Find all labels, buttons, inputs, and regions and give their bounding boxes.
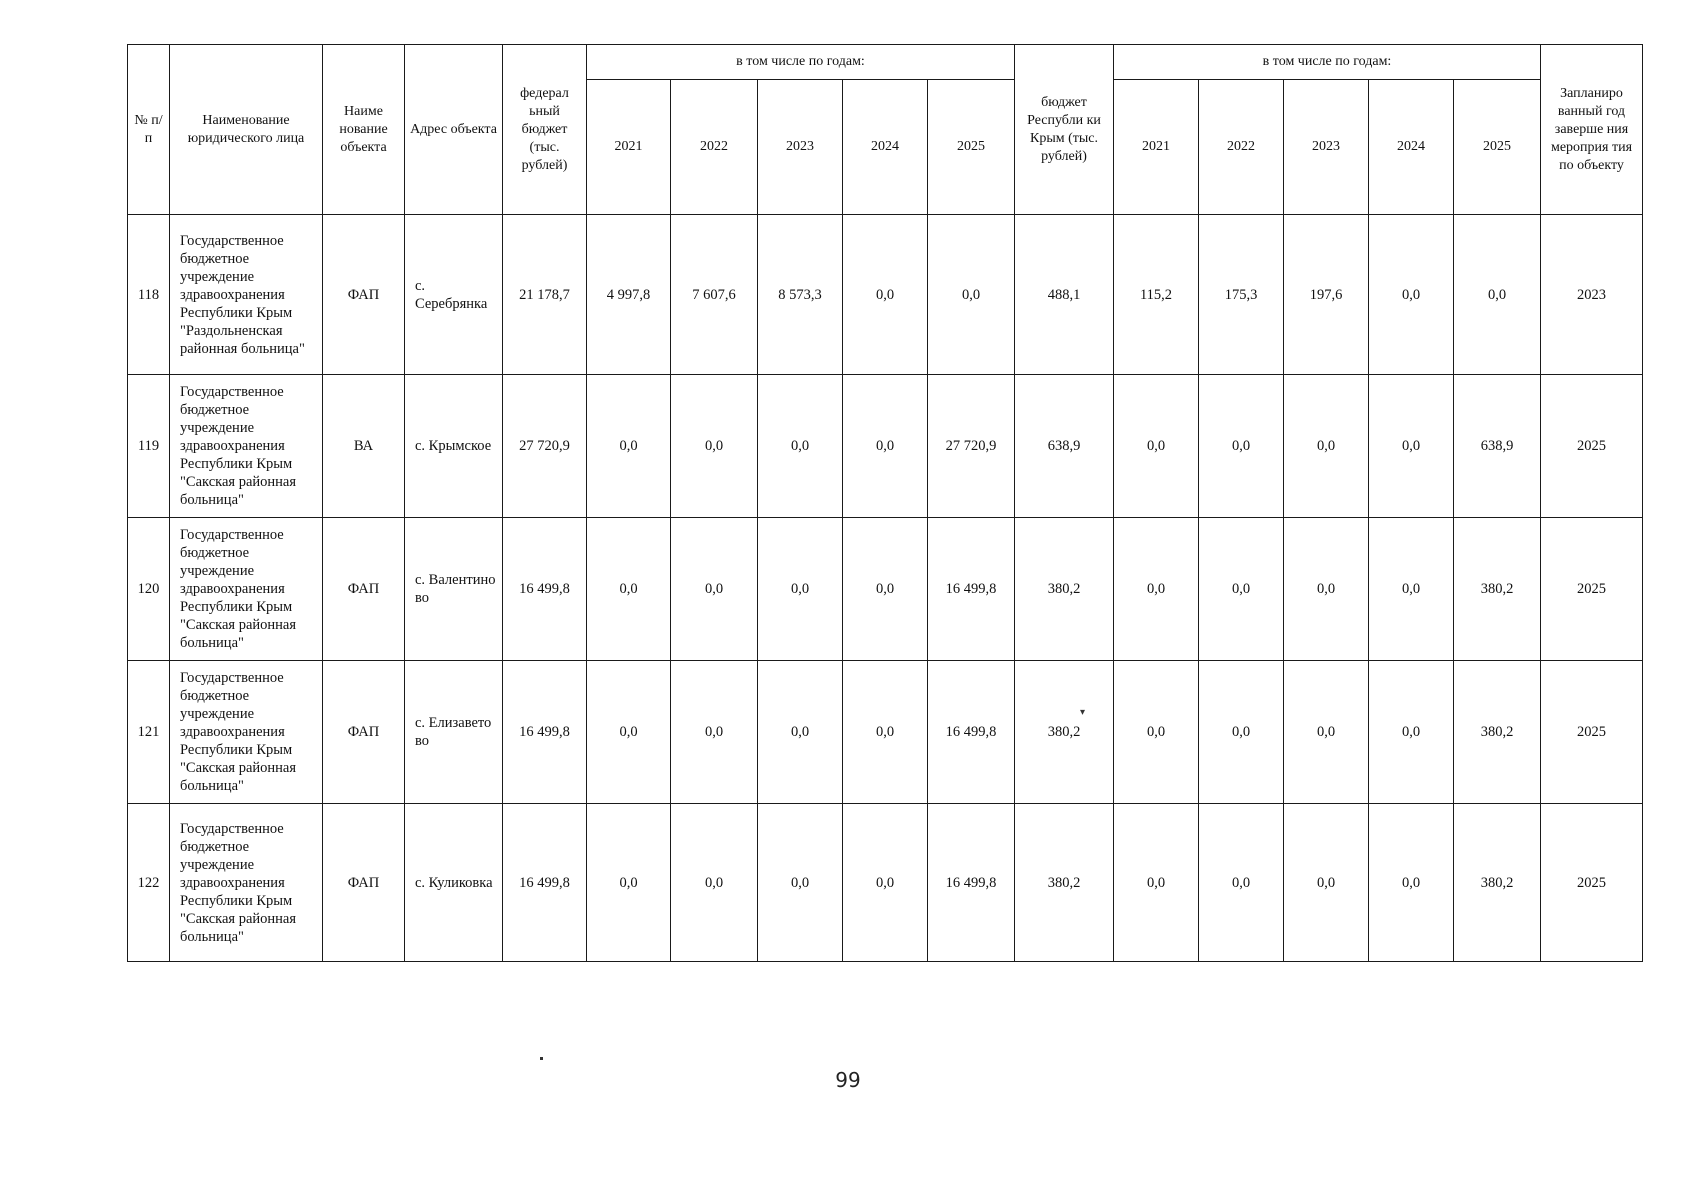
- table-row: [128, 661, 1643, 804]
- federal-year-cell: 0,0: [758, 661, 843, 804]
- federal-year-cell: 16 499,8: [928, 661, 1015, 804]
- rk-year-cell: 0,0: [1369, 518, 1454, 661]
- federal-year-cell: 0,0: [671, 804, 758, 962]
- header-fed-year: 2023: [758, 80, 843, 215]
- federal-year-cell: 4 997,8: [587, 215, 671, 375]
- rk-year-cell: 0,0: [1369, 804, 1454, 962]
- federal-year-cell: 0,0: [758, 804, 843, 962]
- table-row: [128, 518, 1643, 661]
- planned-year-cell: 2025: [1541, 375, 1643, 518]
- federal-year-cell: 0,0: [671, 375, 758, 518]
- header-rk-year: 2025: [1454, 80, 1541, 215]
- rk-total-cell: 488,1: [1015, 215, 1114, 375]
- federal-year-cell: 0,0: [843, 375, 928, 518]
- federal-year-cell: 0,0: [843, 518, 928, 661]
- rk-year-cell: 0,0: [1284, 375, 1369, 518]
- header-rk-year: 2024: [1369, 80, 1454, 215]
- header-fed-year: 2022: [671, 80, 758, 215]
- scan-speck: [540, 1057, 543, 1060]
- rk-total-cell: 638,9: [1015, 375, 1114, 518]
- rk-year-cell: 0,0: [1369, 375, 1454, 518]
- header-org-name: Наименование юридического лица: [170, 45, 323, 215]
- rk-year-cell: 0,0: [1284, 661, 1369, 804]
- table-row: [128, 215, 1643, 375]
- federal-year-cell: 0,0: [843, 661, 928, 804]
- address-cell: с. Крымское: [405, 375, 503, 518]
- header-federal-budget: федерал ьный бюджет (тыс. рублей): [503, 45, 587, 215]
- object-cell: ВА: [323, 375, 405, 518]
- row-number: 120: [128, 518, 170, 661]
- federal-total-cell: 16 499,8: [503, 661, 587, 804]
- planned-year-cell: 2025: [1541, 661, 1643, 804]
- planned-year-cell: 2023: [1541, 215, 1643, 375]
- rk-year-cell: 0,0: [1114, 804, 1199, 962]
- federal-year-cell: 0,0: [671, 518, 758, 661]
- org-name-cell: Государственное бюджетное учреждение здравоохранения Республики Крым "Сакская районная больница": [170, 518, 323, 661]
- rk-year-cell: 0,0: [1199, 804, 1284, 962]
- rk-total-cell: 380,2: [1015, 518, 1114, 661]
- header-rk-budget: бюджет Республи ки Крым (тыс. рублей): [1015, 45, 1114, 215]
- object-cell: ФАП: [323, 661, 405, 804]
- federal-total-cell: 27 720,9: [503, 375, 587, 518]
- budget-table: [127, 44, 1643, 962]
- header-fed-year: 2024: [843, 80, 928, 215]
- header-rk-year: 2022: [1199, 80, 1284, 215]
- header-federal-by-years: в том числе по годам:: [587, 45, 1015, 80]
- planned-year-cell: 2025: [1541, 518, 1643, 661]
- header-rk-by-years: в том числе по годам:: [1114, 45, 1541, 80]
- rk-year-cell: 0,0: [1284, 518, 1369, 661]
- header-num: № п/п: [128, 45, 170, 215]
- federal-total-cell: 21 178,7: [503, 215, 587, 375]
- federal-year-cell: 0,0: [843, 804, 928, 962]
- planned-year-cell: 2025: [1541, 804, 1643, 962]
- org-name-cell: Государственное бюджетное учреждение здравоохранения Республики Крым "Сакская районная больница": [170, 804, 323, 962]
- header-rk-year: 2023: [1284, 80, 1369, 215]
- header-planned-year: Запланиро ванный год заверше ния мероприя тия по объекту: [1541, 45, 1643, 215]
- object-cell: ФАП: [323, 804, 405, 962]
- address-cell: с. Валентино во: [405, 518, 503, 661]
- rk-year-cell: 0,0: [1199, 661, 1284, 804]
- federal-year-cell: 0,0: [587, 804, 671, 962]
- header-fed-year: 2025: [928, 80, 1015, 215]
- header-fed-year: 2021: [587, 80, 671, 215]
- rk-year-cell: 380,2: [1454, 661, 1541, 804]
- row-number: 122: [128, 804, 170, 962]
- row-number: 119: [128, 375, 170, 518]
- rk-year-cell: 115,2: [1114, 215, 1199, 375]
- rk-year-cell: 0,0: [1454, 215, 1541, 375]
- federal-year-cell: 16 499,8: [928, 804, 1015, 962]
- federal-year-cell: 0,0: [671, 661, 758, 804]
- org-name-cell: Государственное бюджетное учреждение здравоохранения Республики Крым "Сакская районная больница": [170, 661, 323, 804]
- rk-year-cell: 0,0: [1114, 518, 1199, 661]
- page-number: 99: [835, 1068, 861, 1092]
- rk-year-cell: 0,0: [1199, 375, 1284, 518]
- federal-total-cell: 16 499,8: [503, 804, 587, 962]
- rk-year-cell: 380,2: [1454, 804, 1541, 962]
- row-number: 118: [128, 215, 170, 375]
- rk-year-cell: 175,3: [1199, 215, 1284, 375]
- federal-year-cell: 0,0: [928, 215, 1015, 375]
- scan-mark: ▾: [1080, 707, 1086, 718]
- address-cell: с. Куликовка: [405, 804, 503, 962]
- org-name-cell: Государственное бюджетное учреждение здравоохранения Республики Крым "Раздольненская районная больница": [170, 215, 323, 375]
- rk-total-cell: 380,2: [1015, 661, 1114, 804]
- federal-year-cell: 0,0: [587, 375, 671, 518]
- rk-year-cell: 0,0: [1114, 375, 1199, 518]
- rk-year-cell: 0,0: [1369, 661, 1454, 804]
- federal-year-cell: 0,0: [758, 375, 843, 518]
- federal-year-cell: 27 720,9: [928, 375, 1015, 518]
- header-rk-year: 2021: [1114, 80, 1199, 215]
- rk-year-cell: 380,2: [1454, 518, 1541, 661]
- rk-total-cell: 380,2: [1015, 804, 1114, 962]
- federal-year-cell: 0,0: [587, 661, 671, 804]
- header-address: Адрес объекта: [405, 45, 503, 215]
- address-cell: с. Серебрянка: [405, 215, 503, 375]
- federal-year-cell: 0,0: [758, 518, 843, 661]
- row-number: 121: [128, 661, 170, 804]
- rk-year-cell: 638,9: [1454, 375, 1541, 518]
- federal-year-cell: 8 573,3: [758, 215, 843, 375]
- rk-year-cell: 197,6: [1284, 215, 1369, 375]
- org-name-cell: Государственное бюджетное учреждение здравоохранения Республики Крым "Сакская районная больница": [170, 375, 323, 518]
- federal-year-cell: 16 499,8: [928, 518, 1015, 661]
- federal-year-cell: 0,0: [843, 215, 928, 375]
- address-cell: с. Елизавето во: [405, 661, 503, 804]
- object-cell: ФАП: [323, 518, 405, 661]
- table-row: [128, 804, 1643, 962]
- rk-year-cell: 0,0: [1284, 804, 1369, 962]
- rk-year-cell: 0,0: [1369, 215, 1454, 375]
- federal-year-cell: 0,0: [587, 518, 671, 661]
- table-row: [128, 375, 1643, 518]
- federal-total-cell: 16 499,8: [503, 518, 587, 661]
- object-cell: ФАП: [323, 215, 405, 375]
- rk-year-cell: 0,0: [1114, 661, 1199, 804]
- rk-year-cell: 0,0: [1199, 518, 1284, 661]
- federal-year-cell: 7 607,6: [671, 215, 758, 375]
- header-object-name: Наиме нование объекта: [323, 45, 405, 215]
